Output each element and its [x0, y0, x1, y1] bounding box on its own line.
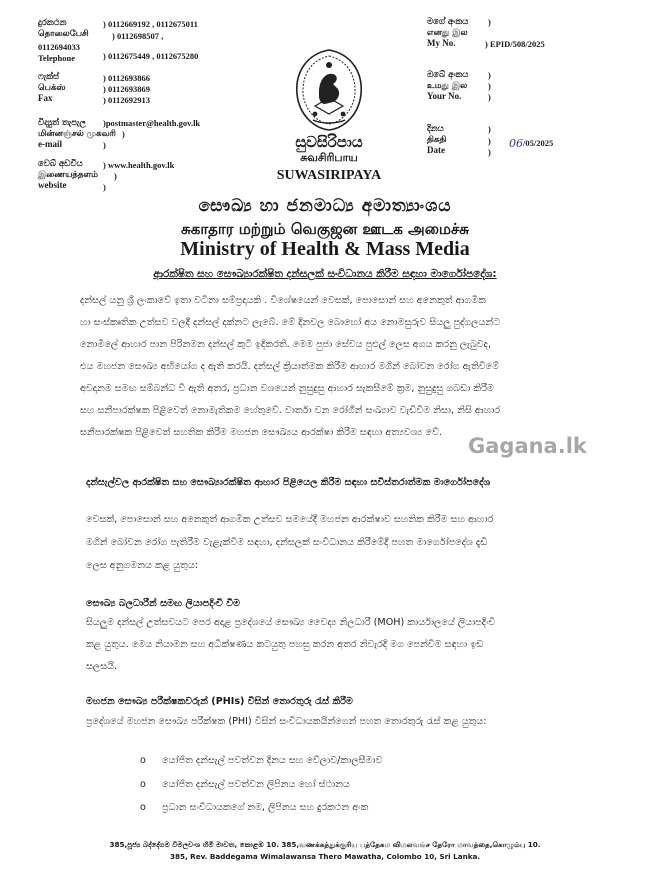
logo-text-ta: சுவசிரிபாய — [300, 151, 358, 164]
email-bracket-2: ) — [122, 129, 125, 139]
logo-text-si: සුවසිරිපාය — [295, 133, 363, 151]
website-label-si: වෙබ් අඩවිය — [38, 159, 83, 169]
telephone-label-si: දුරකථන — [38, 18, 67, 28]
date-bracket-1: ) — [488, 124, 491, 134]
registration-line: කළ යුතුය. මෙය නියාමන සහ අධීක්ෂණය කටයුතු පහසු කරන අතර නිවැරදි මග පෙන්වීම සඳහා ඉඩ — [86, 639, 484, 650]
email-label-ta: மின்னஞ்சல் முகவரி — [38, 128, 116, 139]
section-line: ලෙස අනුගමනය කළ යුතුය: — [86, 560, 198, 571]
phi-heading: මහජන සෞඛ්‍ය පරීක්ෂකවරුන් (PHIs) විසින් තොරතුරු රැස් කිරීම — [86, 696, 353, 707]
registration-heading: සෞඛ්‍ය බලධාරීන් සමඟ ලියාපදිංචි වීම — [86, 598, 240, 609]
your-no-bracket-2: ) — [488, 81, 491, 91]
bullet-marker: o — [140, 779, 146, 790]
intro-paragraph — [80, 290, 500, 444]
website-label-en: website — [38, 180, 67, 190]
intro-line: සහ සනීපාරක්ෂක පිළිවෙත් නොමැතිකම හේතුවේ. වාර්තා වන රෝගීන් සංඛ්‍යාව වැඩිවීම නිසා, නිසි ආහාර — [80, 405, 501, 416]
fax-label-en: Fax — [38, 93, 53, 103]
telephone-line-1: ) 0112669192 , 0112675011 — [103, 19, 198, 29]
your-no-label-en: Your No. — [427, 91, 462, 101]
national-emblem-icon — [293, 48, 365, 132]
watermark-logo: Gagana.lk — [468, 434, 587, 458]
email-label-en: e-mail — [38, 139, 62, 149]
phi-intro: ප්‍රදේශයේ මහජන සෞඛ්‍ය පරීක්ෂක (PHI) විසින් සංවිධායකයින්ගෙන් පහත තොරතුරු රැස් කළ යුතුය: — [86, 716, 487, 727]
intro-line: නොමිලේ ආහාර පාන පිරිනමන දන්සල් කුටි ඉදිකරති. මෙම පුජා සේවය පුළුල් ලෙස අගය කරනු ලැබුවද, — [80, 339, 491, 350]
telephone-label-en: Telephone — [38, 53, 76, 63]
date-label-en: Date — [427, 145, 445, 155]
list-item — [140, 802, 368, 813]
my-no-label-ta: எனது இல — [427, 27, 468, 38]
section-heading: දන්සැල්වල ආරක්ෂිත සහ සෞඛ්‍යාරක්ෂිත ආහාර පිළියෙල කිරීම සඳහා සවිස්තරාත්මක මාර්ගෝපදේශ — [86, 477, 491, 488]
telephone-line-4: ) 0112675449 , 0112675280 — [103, 51, 199, 61]
section-line: මගින් බෝවන රෝග පැතිරීම වැළැක්වීම සඳහා, දන්සලක් සංවිධානය කිරීමේදී පහත මාර්ගෝපදේශ දැඩි — [86, 537, 488, 548]
ministry-name-en: Ministry of Health & Mass Media — [180, 238, 470, 260]
ministry-name-si: සෞඛ්‍ය හා ජනමාධ්‍ය අමාත්‍යාංශය — [198, 196, 452, 216]
logo-text-en: SUWASIRIPAYA — [276, 168, 382, 183]
intro-line: එය මහජන සෞඛ්‍ය අභියෝග ද ඇති කරයි. දන්සල් ක්‍රියාත්මක කිරීම ආහාර මගින් බෝවන රෝග ඇතිවීමේ — [80, 361, 500, 372]
date-labels — [427, 124, 446, 156]
list-item-text: ප්‍රධාන සංවිධායකගේ නම, ලිපිනය සහ දුරකථන අංක — [162, 802, 369, 813]
website-value: ) www.health.gov.lk — [103, 160, 175, 170]
fax-label-si: ෆැක්ස් — [38, 72, 60, 82]
your-no-label-ta: உமது இல — [427, 80, 468, 91]
footer-address-en: 385, Rev. Baddegama Wimalawansa Thero Mawatha, Colombo 10, Sri Lanka. — [169, 852, 481, 861]
intro-line: සනීපාරක්ෂක පිළිවෙත් සහතික කිරීම මහජන සෞඛ්‍යය ආරක්ෂා කිරීම සඳහා අත්‍යවශ්‍ය වේ. — [80, 427, 442, 438]
fax-line-1: ) 0112693866 — [103, 73, 150, 83]
bullet-marker: o — [140, 755, 146, 766]
date-label-si: දිනය — [427, 124, 444, 134]
date-value: /05/2025 — [523, 138, 554, 148]
intro-line: අවදානම සමඟ සම්බන්ධ වී ඇති අතර, ප්‍රධාන වශයෙන් නුසුදුසු ආහාර සැකසීමේ ක්‍රම, නුසුදුසු ගබඩා කිරීම — [80, 383, 494, 394]
date-bracket-2: ) — [488, 136, 491, 146]
date-handwritten-day: 06 — [509, 137, 523, 150]
fax-line-2: ) 0112693869 — [103, 84, 150, 94]
my-no-label-si: මගේ අංකය — [427, 17, 469, 27]
my-no-bracket: ) — [488, 17, 491, 27]
your-no-bracket-1: ) — [488, 70, 491, 80]
telephone-labels — [38, 18, 89, 39]
registration-line: සලසයි. — [86, 661, 118, 672]
fax-labels — [38, 72, 66, 104]
date-bracket-3: ) — [488, 147, 491, 157]
list-item — [140, 755, 383, 766]
document-title: ආරක්ෂිත සහ සෞඛ්‍යාරක්ෂිත දන්සලක් සංවිධානය කිරීම සඳහා මාර්ගෝපදේශ: — [153, 268, 497, 280]
intro-line: දන්සල් යනු ශ්‍රී ලංකාවේ ඉතා වටිනා සම්ප්‍රදායකි . විශේෂයෙන් වෙසක්, පොසොන් සහ අනෙකුත් ආගමික — [80, 295, 486, 306]
website-labels — [38, 159, 98, 191]
intro-line: හා සංස්කෘතික උත්සව වලදී දන්සල් දක්නට ලැබේ. මේ දිනවල බොහෝ අය නොමසුරුව සියලු පුද්ගලයන්ට — [80, 317, 501, 328]
website-bracket-2: ) — [114, 171, 117, 181]
registration-paragraph — [86, 612, 495, 678]
fax-line-3: ) 0112692913 — [103, 95, 150, 105]
fax-label-ta: பெக்ஸ் — [38, 82, 66, 93]
footer-address-local: 385,පූජ්‍ය බද්දේගම විමලවංශ හිමි මාවත, කොළඹ 10. 385,வணக்கத்துக்குரிய பத்தேகம விமலவங்ச தேரோ மாவத்தை,கொழும்பு 10. — [109, 840, 541, 849]
list-item — [140, 779, 350, 790]
section-line: වෙසක්, පොසොන් සහ අනෙකුත් ආගමික උත්සව සමයේදී මහජන ආරක්ෂාව සහතික කිරීම සහ ආහාර — [86, 514, 494, 525]
section-paragraph — [86, 508, 493, 577]
my-no-labels — [427, 17, 468, 49]
my-no-value: ) EPID/508/2025 — [485, 39, 545, 49]
ministry-name-ta: சுகாதார மற்றும் வெகுஜன ஊடக அமைச்சு — [180, 220, 470, 238]
email-label-si: විද්‍යුත් තැපැල — [38, 118, 86, 128]
my-no-label-en: My No. — [427, 38, 456, 48]
email-bracket-3: ) — [103, 140, 106, 150]
registration-line: සියලුම දන්සල් උත්සවයට පෙර අදාළ ප්‍රදේශයේ සෞඛ්‍ය වෛද්‍ය නිලධාරී (MOH) කාර්යාලයේ ලියාපදිංචි — [86, 617, 496, 628]
bullet-marker: o — [140, 802, 146, 813]
your-no-label-si: ඔබේ අංකය — [427, 70, 469, 80]
website-bracket-3: ) — [103, 182, 106, 192]
list-item-text: යෝජිත දන්සැල් පවත්වන දිනය සහ වේලාව/කාලසීමාව — [162, 755, 383, 766]
list-item-text: යෝජිත දන්සැල් පවත්වන ලිපිනය හෝ ස්ථානය — [162, 779, 350, 790]
telephone-line-2: ) 0112698507 , — [112, 31, 164, 41]
date-label-ta: திகதி — [427, 134, 447, 145]
email-value: )postmaster@health.gov.lk — [103, 118, 201, 128]
telephone-line-3: 0112694033 — [38, 42, 81, 52]
telephone-label-ta: தொலைபேசி — [38, 28, 89, 39]
your-no-bracket-3: ) — [488, 92, 491, 102]
your-no-labels — [427, 70, 469, 102]
website-label-ta: இணையத்தளம் — [38, 169, 98, 180]
